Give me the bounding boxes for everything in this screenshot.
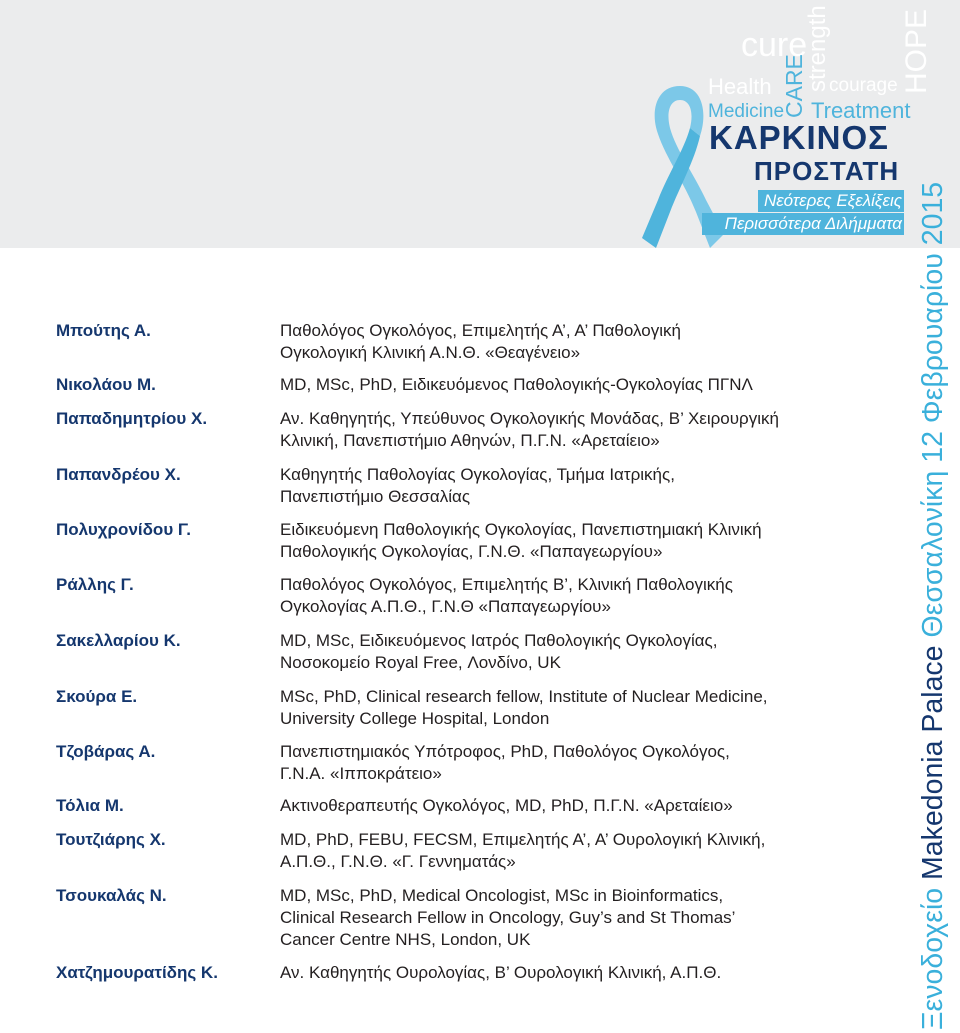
affiliation-line: Καθηγητής Παθολογίας Ογκολογίας, Τμήμα Ιατρικής, bbox=[280, 465, 675, 484]
affiliation-line: MD, MSc, Ειδικευόμενος Ιατρός Παθολογικής Ογκολογίας, bbox=[280, 631, 718, 650]
speaker-affiliation bbox=[280, 320, 880, 364]
venue-name: Makedonia Palace bbox=[917, 645, 949, 880]
speaker-affiliation bbox=[280, 829, 880, 873]
venue-hotel: Ξενοδοχείο bbox=[917, 887, 949, 1030]
speaker-name: Τζοβάρας Α. bbox=[56, 742, 156, 761]
affiliation-line: MD, PhD, FEBU, FECSM, Επιμελητής Α’, Α’ Ουρολογική Κλινική, bbox=[280, 830, 766, 849]
speaker-affiliation bbox=[280, 885, 880, 951]
affiliation-line: Πανεπιστημιακός Υπότροφος, PhD, Παθολόγος Ογκολόγος, bbox=[280, 742, 730, 761]
affiliation-line: Γ.Ν.Α. «Ιπποκράτειο» bbox=[280, 764, 442, 783]
speaker-affiliation bbox=[280, 574, 880, 618]
speaker-affiliation bbox=[280, 686, 880, 730]
speaker-name: Μπούτης Α. bbox=[56, 321, 151, 340]
speaker-affiliation bbox=[280, 630, 880, 674]
speaker-name: Τουτζιάρης Χ. bbox=[56, 830, 166, 849]
affiliation-line: Ογκολογίας Α.Π.Θ., Γ.Ν.Θ «Παπαγεωργίου» bbox=[280, 597, 611, 616]
tagline-2: Περισσότερα Διλήμματα bbox=[702, 213, 904, 235]
speaker-name: Πολυχρονίδου Γ. bbox=[56, 520, 192, 539]
brand-title-line1: ΚΑΡΚΙΝΟΣ bbox=[709, 119, 889, 156]
speaker-name: Ράλλης Γ. bbox=[56, 575, 134, 594]
affiliation-line: Πανεπιστήμιο Θεσσαλίας bbox=[280, 487, 471, 506]
affiliation-line: MD, MSc, PhD, Medical Oncologist, MSc in Bioinformatics, bbox=[280, 886, 724, 905]
affiliation-line: Αν. Καθηγητής, Υπεύθυνος Ογκολογικής Μονάδας, Β’ Χειρουργική bbox=[280, 409, 779, 428]
speaker-name: Νικολάου Μ. bbox=[56, 375, 156, 394]
venue-city-date: Θεσσαλονίκη 12 Φεβρουαρίου 2015 bbox=[917, 181, 949, 638]
speaker-affiliation bbox=[280, 519, 880, 563]
affiliation-line: Ακτινοθεραπευτής Ογκολόγος, MD, PhD, Π.Γ.Ν. «Αρεταίειο» bbox=[280, 796, 733, 815]
speaker-name: Παπαδημητρίου Χ. bbox=[56, 409, 208, 428]
speaker-affiliation bbox=[280, 795, 880, 817]
affiliation-line: Παθολογικής Ογκολογίας, Γ.Ν.Θ. «Παπαγεωργίου» bbox=[280, 542, 663, 561]
brand-word-health: Health bbox=[708, 74, 772, 99]
affiliation-line: Ειδικευόμενη Παθολογικής Ογκολογίας, Πανεπιστημιακή Κλινική bbox=[280, 520, 762, 539]
affiliation-line: Παθολόγος Ογκολόγος, Επιμελητής Β’, Κλινική Παθολογικής bbox=[280, 575, 733, 594]
affiliation-line: Παθολόγος Ογκολόγος, Επιμελητής Α’, Α’ Παθολογική bbox=[280, 321, 681, 340]
speaker-name: Παπανδρέου Χ. bbox=[56, 465, 181, 484]
speaker-affiliation bbox=[280, 741, 880, 785]
affiliation-line: Ογκολογική Κλινική Α.Ν.Θ. «Θεαγένειο» bbox=[280, 343, 581, 362]
brand-word-cure: cure bbox=[741, 26, 808, 64]
speaker-name: Σακελλαρίου Κ. bbox=[56, 631, 181, 650]
speaker-affiliation bbox=[280, 962, 880, 984]
brand-word-treatment: Treatment bbox=[811, 98, 911, 123]
speaker-name: Τσουκαλάς Ν. bbox=[56, 886, 167, 905]
affiliation-line: Cancer Centre NHS, London, UK bbox=[280, 930, 531, 949]
affiliation-line: MD, MSc, PhD, Ειδικευόμενος Παθολογικής-Ογκολογίας ΠΓΝΛ bbox=[280, 375, 753, 394]
brand-word-courage: courage bbox=[829, 75, 898, 96]
tagline-1: Νεότερες Εξελίξεις bbox=[758, 190, 904, 212]
speaker-affiliation bbox=[280, 408, 880, 452]
speaker-name: Τόλια Μ. bbox=[56, 796, 124, 815]
affiliation-line: Αν. Καθηγητής Ουρολογίας, Β’ Ουρολογική Κλινική, Α.Π.Θ. bbox=[280, 963, 722, 982]
brand-word-strength: strength bbox=[804, 5, 831, 92]
speaker-name: Χατζημουρατίδης Κ. bbox=[56, 963, 218, 982]
affiliation-line: MSc, PhD, Clinical research fellow, Institute of Nuclear Medicine, bbox=[280, 687, 768, 706]
affiliation-line: Α.Π.Θ., Γ.Ν.Θ. «Γ. Γεννηματάς» bbox=[280, 852, 516, 871]
brand-word-medicine: Medicine bbox=[708, 101, 785, 122]
speaker-affiliation bbox=[280, 464, 880, 508]
speaker-affiliation bbox=[280, 374, 880, 396]
affiliation-line: University College Hospital, London bbox=[280, 709, 550, 728]
brand-title-line2: ΠΡΟΣΤΑΤΗ bbox=[754, 156, 900, 186]
brand-word-care: CARE bbox=[781, 54, 807, 118]
venue-vertical-text bbox=[919, 182, 948, 1030]
affiliation-line: Νοσοκομείο Royal Free, Λονδίνο, UK bbox=[280, 653, 561, 672]
affiliation-line: Clinical Research Fellow in Oncology, Guy’s and St Thomas’ bbox=[280, 908, 736, 927]
speaker-name: Σκούρα Ε. bbox=[56, 687, 138, 706]
affiliation-line: Κλινική, Πανεπιστήμιο Αθηνών, Π.Γ.Ν. «Αρεταίειο» bbox=[280, 431, 660, 450]
brand-word-hope: HOPE bbox=[900, 8, 933, 94]
